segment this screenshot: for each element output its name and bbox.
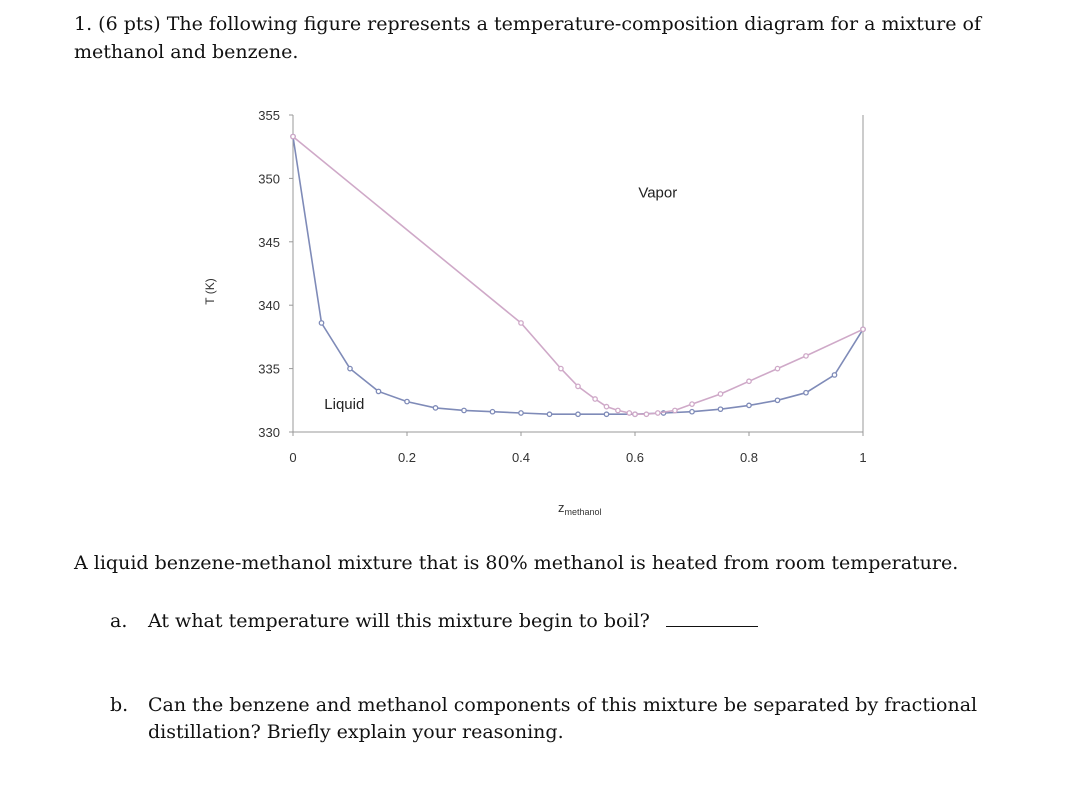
y-tick-label: 355	[258, 108, 280, 123]
liquid-point	[519, 411, 523, 415]
liquid-point	[690, 410, 694, 414]
question-header: 1. (6 pts) The following figure represents a temperature-composition diagram for a mixture of methanol and benzene.	[74, 13, 981, 63]
region-label-liquid: Liquid	[324, 396, 365, 414]
liquid-point	[490, 410, 494, 414]
vapor-point	[804, 354, 808, 358]
vapor-point	[718, 392, 722, 396]
y-tick-label: 340	[258, 298, 280, 314]
vapor-point	[644, 412, 648, 416]
vapor-point	[627, 411, 631, 415]
x-tick-label: 0.2	[397, 450, 417, 465]
vapor-point	[775, 366, 779, 370]
vapor-curve	[293, 137, 863, 415]
liquid-point	[547, 412, 551, 416]
liquid-point	[319, 321, 323, 325]
x-axis-label: $z_{methanol}$	[558, 500, 602, 517]
y-tick-label: 345	[258, 234, 280, 250]
liquid-point	[832, 373, 836, 377]
question-part-a	[110, 608, 758, 635]
question-part-b	[110, 692, 1030, 746]
liquid-point	[718, 407, 722, 411]
vapor-point	[576, 384, 580, 388]
liquid-point	[348, 366, 352, 370]
x-tick-label: 1	[859, 450, 867, 465]
answer-blank[interactable]	[666, 608, 758, 627]
part-b-letter: b.	[110, 694, 129, 716]
liquid-curve	[293, 137, 863, 415]
vapor-point	[291, 134, 295, 138]
vapor-point	[593, 397, 597, 401]
vapor-point	[747, 379, 751, 383]
liquid-point	[804, 390, 808, 394]
y-axis-label: T (K)	[203, 278, 217, 305]
liquid-point	[576, 412, 580, 416]
x-tick-label: 0.4	[511, 450, 531, 465]
vapor-point	[673, 408, 677, 412]
vapor-point	[861, 327, 865, 331]
liquid-point	[433, 406, 437, 410]
vapor-point	[690, 402, 694, 406]
liquid-point	[775, 398, 779, 402]
x-tick-label: 0.6	[625, 450, 645, 465]
part-a-letter: a.	[110, 610, 128, 632]
x-tick-label: 0	[289, 450, 297, 465]
vapor-point	[656, 411, 660, 415]
vapor-point	[616, 408, 620, 412]
liquid-point	[405, 399, 409, 403]
vapor-point	[559, 366, 563, 370]
liquid-point	[462, 408, 466, 412]
y-tick-label: 335	[258, 361, 280, 377]
part-a-text: At what temperature will this mixture begin to boil?	[148, 610, 650, 632]
problem-statement: A liquid benzene-methanol mixture that is 80% methanol is heated from room temperature.	[74, 552, 959, 574]
liquid-point	[604, 412, 608, 416]
region-label-vapor: Vapor	[638, 184, 678, 202]
x-tick-label: 0.8	[739, 450, 759, 465]
liquid-point	[376, 389, 380, 393]
vapor-point	[633, 412, 637, 416]
temperature-composition-chart	[190, 95, 910, 535]
vapor-point	[519, 321, 523, 325]
vapor-point	[604, 404, 608, 408]
y-tick-label: 350	[258, 171, 280, 187]
liquid-point	[747, 403, 751, 407]
part-b-text: Can the benzene and methanol components of this mixture be separated by fractional distillation? Briefly explain your reasoning.	[148, 694, 978, 743]
y-tick-label: 330	[258, 425, 280, 440]
